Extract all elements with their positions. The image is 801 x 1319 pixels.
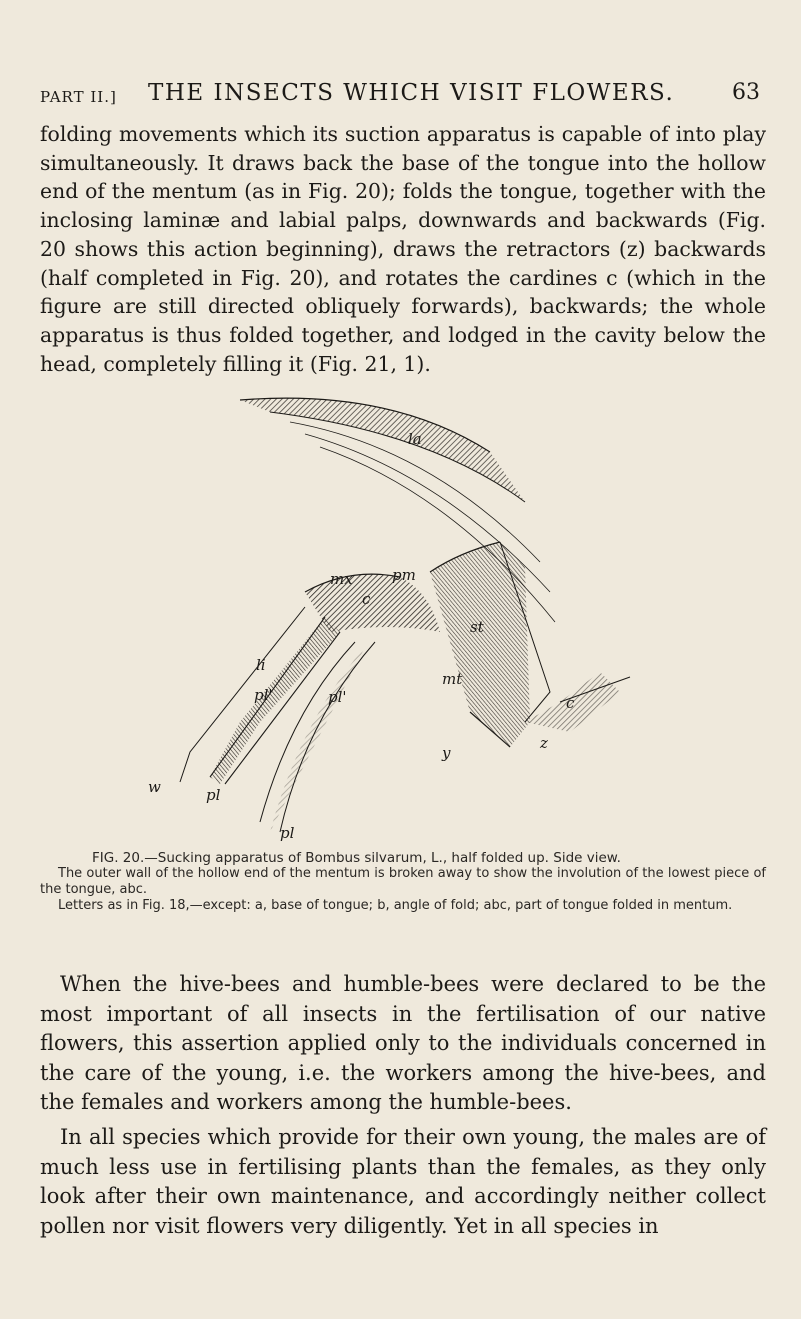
label-c-top: c: [362, 590, 371, 608]
chapter-title: THE INSECTS WHICH VISIT FLOWERS.: [148, 80, 675, 106]
label-mx: mx: [330, 570, 353, 588]
label-pl-bottom-left: pl: [206, 786, 221, 804]
page-number: 63: [732, 80, 760, 105]
paragraph-hive-bees: When the hive-bees and humble-bees were declared to be the most important of all insects in the fertilisation of our native flowers, this assertion applied only to the individuals concerned in the care of the young, i.e. the workers among the hive-bees, and the females and workers among the humble-bees.: [40, 972, 766, 1114]
label-pl-prime-1: pl': [254, 686, 273, 704]
label-w: w: [148, 778, 161, 796]
caption-note-1: The outer wall of the hollow end of the mentum is broken away to show the involution of the lowest piece of the tongue, abc.: [40, 866, 766, 897]
part-label: PART II.]: [40, 88, 117, 106]
label-z: z: [540, 734, 548, 752]
label-pm: pm: [392, 566, 416, 584]
figure-caption: [40, 850, 766, 914]
label-la: la: [408, 430, 422, 448]
caption-title: FIG. 20.—Sucking apparatus of Bombus silvarum, L., half folded up. Side view.: [92, 850, 621, 866]
caption-note-2: Letters as in Fig. 18,—except: a, base of tongue; b, angle of fold; abc, part of tongue folded in mentum.: [58, 898, 733, 913]
label-y: y: [442, 744, 451, 762]
label-mt: mt: [442, 670, 463, 688]
label-c-right: c: [566, 694, 575, 712]
label-pl-prime-2: pl': [328, 688, 347, 706]
mentum-drawing: [430, 542, 630, 747]
label-st: st: [470, 618, 484, 636]
label-li: li: [256, 656, 266, 674]
label-pl-bottom-mid: pl: [280, 824, 295, 842]
paragraph-males: In all species which provide for their own young, the males are of much less use in fertilising plants than the females, as they only look after their own maintenance, and accordingly neither collect pollen nor visit flowers very diligently. Yet in all species in: [40, 1125, 766, 1238]
paragraph-folding-movements: folding movements which its suction apparatus is capable of into play simultaneously. It draws back the base of the tongue into the hollow end of the mentum (as in Fig. 20); folds the tongue, together with the inclosing laminæ and labial palps, downwards and backwards (Fig. 20 shows this action beginning), draws the retractors (z) backwards (half completed in Fig. 20), and rotates the cardines c (which in the figure are still directed obliquely forwards), backwards; the whole apparatus is thus folded together, and lodged in the cavity below the head, completely filling it (Fig. 21, 1).: [40, 122, 766, 376]
figure-sucking-apparatus: [130, 392, 670, 847]
running-head: [40, 80, 760, 110]
